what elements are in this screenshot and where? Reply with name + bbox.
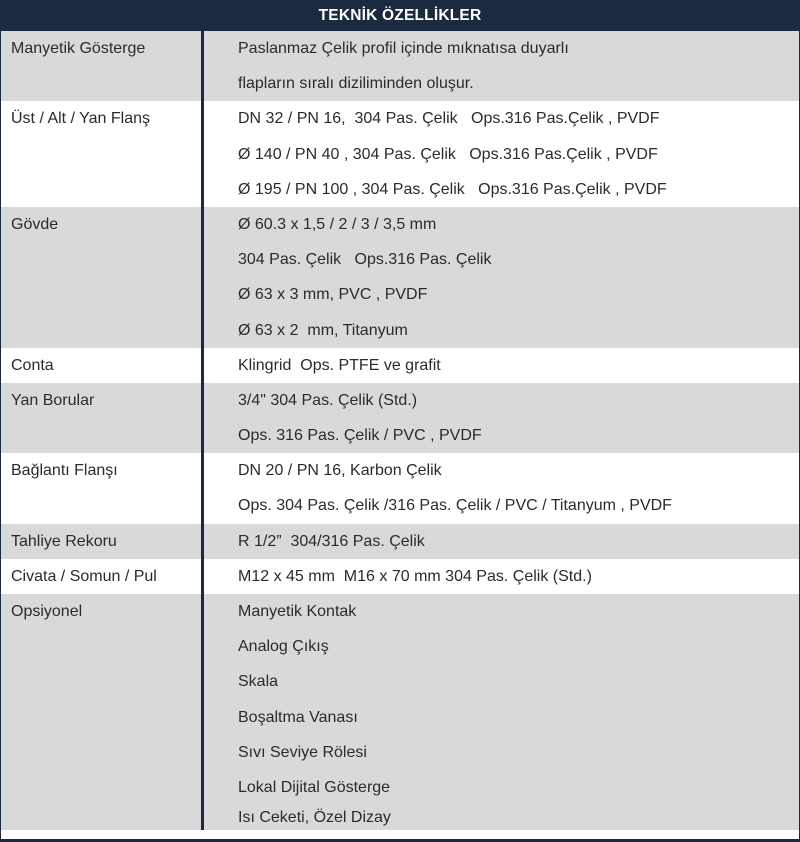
row-values-cell: [201, 383, 799, 453]
row-value-line: Ø 195 / PN 100 , 304 Pas. Çelik Ops.316 Pas.Çelik , PVDF: [238, 180, 667, 198]
row-value-line: Sıvı Seviye Rölesi: [238, 743, 367, 761]
row-value-line: R 1/2” 304/316 Pas. Çelik: [238, 532, 425, 550]
row-value-line: Manyetik Kontak: [238, 603, 357, 620]
row-value-line: Ops. 316 Pas. Çelik / PVC , PVDF: [238, 427, 482, 445]
table-row: [1, 383, 799, 453]
row-value-line: Ø 60.3 x 1,5 / 2 / 3 / 3,5 mm: [238, 215, 437, 233]
row-label-cell: [1, 453, 201, 523]
row-label-cell: [1, 31, 201, 101]
spec-body: [1, 31, 799, 830]
row-label-cell: [1, 559, 201, 594]
row-values-cell: [201, 524, 799, 559]
row-value-line: M12 x 45 mm M16 x 70 mm 304 Pas. Çelik (Std.): [238, 567, 592, 585]
row-value-line: Isı Ceketi, Özel Dizay: [238, 809, 391, 827]
row-value-line: Klingrid Ops. PTFE ve grafit: [238, 356, 441, 374]
row-value-line: Ops. 304 Pas. Çelik /316 Pas. Çelik / PVC / Titanyum , PVDF: [238, 497, 672, 515]
row-values-cell: [201, 348, 799, 383]
row-value-line: DN 20 / PN 16, Karbon Çelik: [238, 462, 442, 480]
row-value-line: 304 Pas. Çelik Ops.316 Pas. Çelik: [238, 251, 492, 269]
table-row: [1, 31, 799, 101]
row-label-cell: [1, 383, 201, 453]
row-label: Conta: [11, 356, 54, 374]
row-label-cell: [1, 594, 201, 830]
row-label: Üst / Alt / Yan Flanş: [11, 110, 151, 128]
row-label: Civata / Somun / Pul: [11, 567, 157, 585]
row-label: Manyetik Gösterge: [11, 40, 146, 57]
row-values-cell: [201, 594, 799, 830]
row-value-line: 3/4" 304 Pas. Çelik (Std.): [238, 391, 418, 409]
table-title: TEKNİK ÖZELLİKLER: [1, 0, 799, 31]
row-value-line: Analog Çıkış: [238, 638, 329, 656]
row-label: Yan Borular: [11, 391, 95, 409]
row-values-cell: [201, 101, 799, 207]
row-value-line: DN 32 / PN 16, 304 Pas. Çelik Ops.316 Pas.Çelik , PVDF: [238, 110, 660, 128]
row-label: Tahliye Rekoru: [11, 532, 117, 550]
row-values-cell: [201, 31, 799, 101]
table-row: [1, 524, 799, 559]
row-value-line: Skala: [238, 673, 279, 691]
row-value-line: Paslanmaz Çelik profil içinde mıknatısa duyarlı: [238, 40, 569, 57]
row-label-cell: [1, 524, 201, 559]
row-label: Opsiyonel: [11, 603, 83, 620]
row-values-cell: [201, 559, 799, 594]
row-value-line: flapların sıralı diziliminden oluşur.: [238, 75, 474, 93]
row-label: Bağlantı Flanşı: [11, 462, 118, 480]
row-label-cell: [1, 207, 201, 348]
table-row: [1, 101, 799, 207]
table-row: [1, 594, 799, 830]
table-row: [1, 559, 799, 594]
row-value-line: Lokal Dijital Gösterge: [238, 778, 391, 796]
row-label-cell: [1, 101, 201, 207]
row-label-cell: [1, 348, 201, 383]
row-value-line: Boşaltma Vanası: [238, 708, 358, 726]
row-value-line: Ø 63 x 3 mm, PVC , PVDF: [238, 286, 428, 304]
table-row: [1, 453, 799, 523]
row-values-cell: [201, 453, 799, 523]
row-value-line: Ø 63 x 2 mm, Titanyum: [238, 321, 408, 339]
row-values-cell: [201, 207, 799, 348]
table-row: [1, 207, 799, 348]
row-label: Gövde: [11, 215, 59, 233]
table-row: [1, 348, 799, 383]
row-value-line: Ø 140 / PN 40 , 304 Pas. Çelik Ops.316 Pas.Çelik , PVDF: [238, 145, 658, 163]
